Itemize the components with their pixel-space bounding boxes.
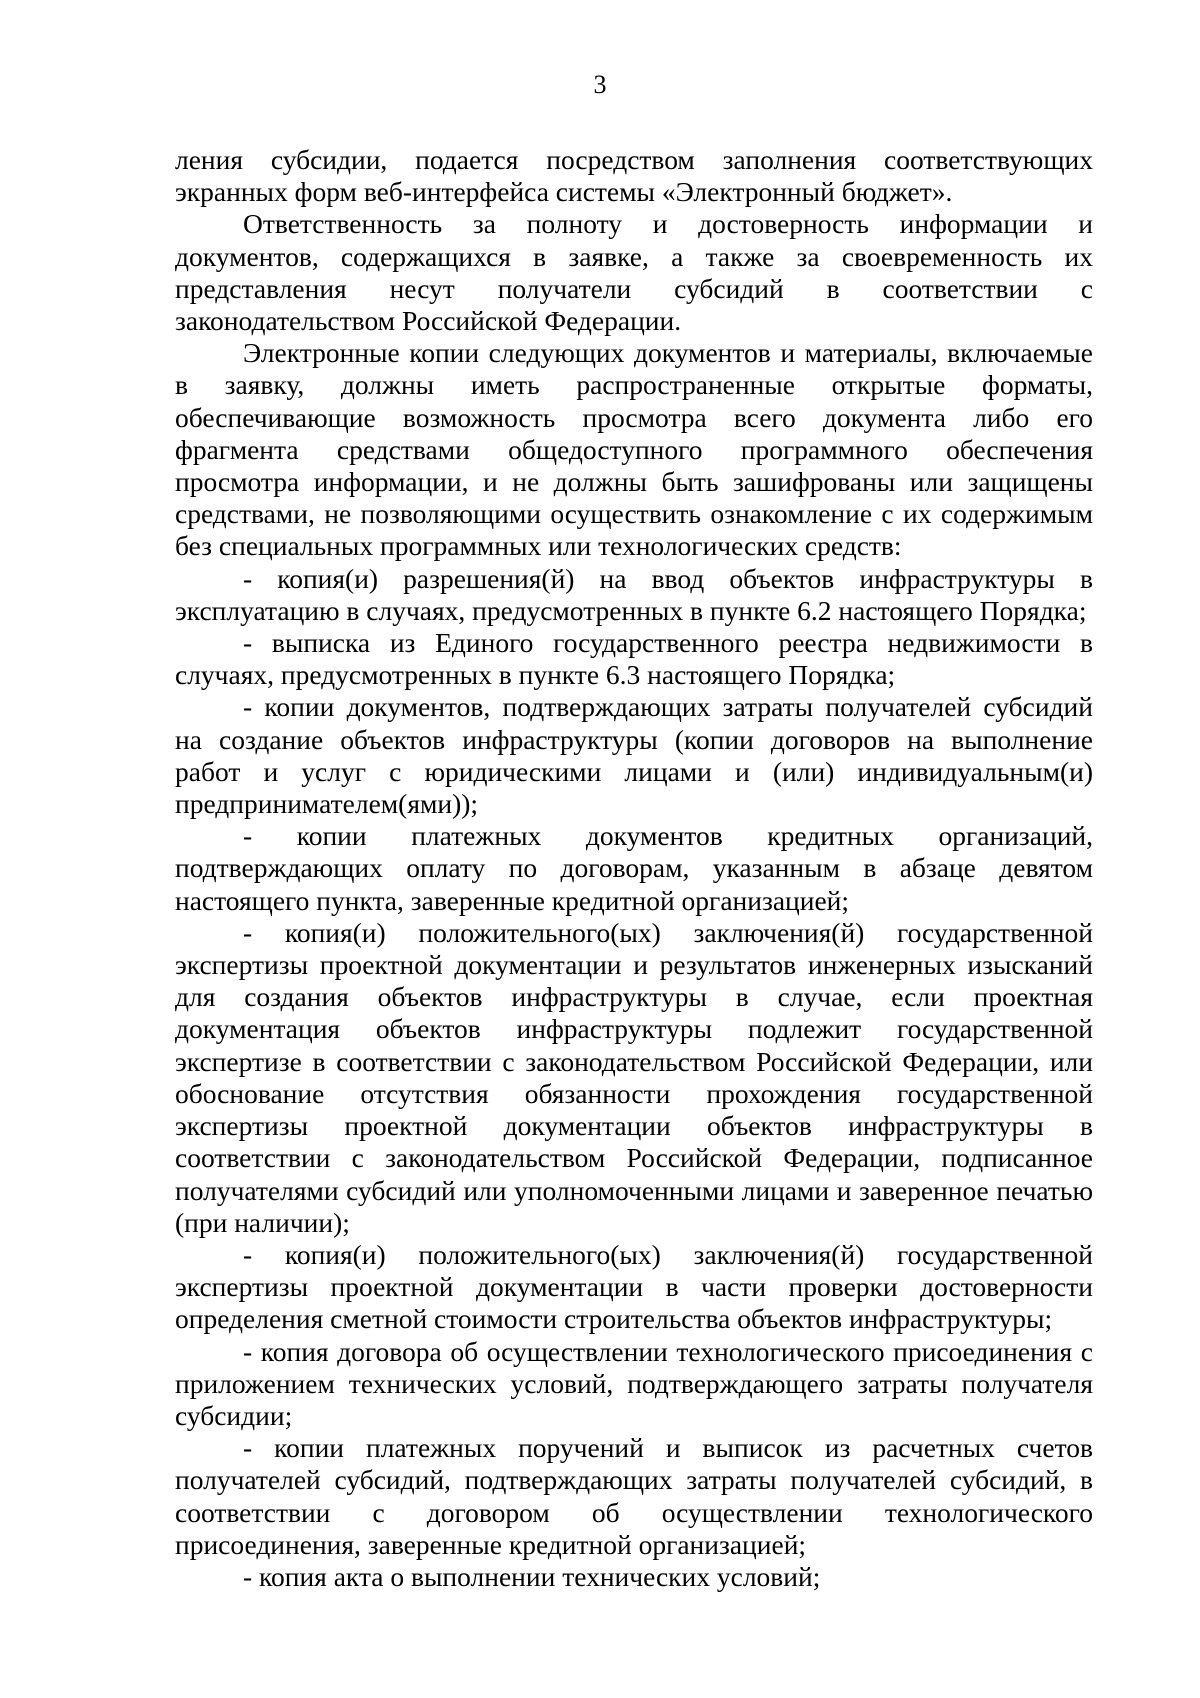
paragraph-electronic-copies: Электронные копии следующих документов и материалы, включаемые в заявку, должны иметь распространенные открытые форматы, обеспечивающие возможность просмотра всего документа либо его фрагмента средствами общедоступного программного обеспечения просмотра информации, и не должны быть зашифрованы или защищены средствами, не позволяющими осуществить ознакомление с их содержимым без специальных программных или технологических средств: [175, 337, 1093, 562]
list-item: - копии платежных документов кредитных организаций, подтверждающих оплату по договорам, указанным в абзаце девятом настоящего пункта, заверенные кредитной организацией; [175, 820, 1093, 916]
list-item: - копии документов, подтверждающих затраты получателей субсидий на создание объектов инфраструктуры (копии договоров на выполнение работ и услуг с юридическими лицами и (или) индивидуальным(и) предпринимателем(ями)); [175, 691, 1093, 820]
paragraph-responsibility: Ответственность за полноту и достоверность информации и документов, содержащихся в заявке, а также за своевременность их представления несут получатели субсидий в соответствии с законодательством Российской Федерации. [175, 208, 1093, 337]
list-item: - копия(и) положительного(ых) заключения(й) государственной экспертизы проектной документации и результатов инженерных изысканий для создания объектов инфраструктуры в случае, если проектная документация объектов инфраструктуры подлежит государственной экспертизе в соответствии с законодательством Российской Федерации, или обоснование отсутствия обязанности прохождения государственной экспертизы проектной документации объектов инфраструктуры в соответствии с законодательством Российской Федерации, подписанное получателями субсидий или уполномоченными лицами и заверенное печатью (при наличии); [175, 916, 1093, 1238]
document-body [175, 144, 1093, 1593]
list-item: - выписка из Единого государственного реестра недвижимости в случаях, предусмотренных в пункте 6.3 настоящего Порядка; [175, 627, 1093, 691]
list-item: - копия(и) разрешения(й) на ввод объектов инфраструктуры в эксплуатацию в случаях, предусмотренных в пункте 6.2 настоящего Порядка; [175, 562, 1093, 626]
list-item: - копия договора об осуществлении технологического присоединения с приложением технических условий, подтверждающего затраты получателя субсидии; [175, 1335, 1093, 1431]
list-item: - копия акта о выполнении технических условий; [243, 1560, 821, 1592]
list-item: - копии платежных поручений и выписок из расчетных счетов получателей субсидий, подтверждающих затраты получателей субсидий, в соответствии с договором об осуществлении технологического присоединения, заверенные кредитной организацией; [175, 1432, 1093, 1560]
paragraph-continuation: ления субсидии, подается посредством заполнения соответствующих экранных форм веб-интерфейса системы «Электронный бюджет». [175, 144, 1093, 208]
page-number: 3 [593, 70, 607, 99]
list-item: - копия(и) положительного(ых) заключения(й) государственной экспертизы проектной документации в части проверки достоверности определения сметной стоимости строительства объектов инфраструктуры; [175, 1238, 1093, 1335]
